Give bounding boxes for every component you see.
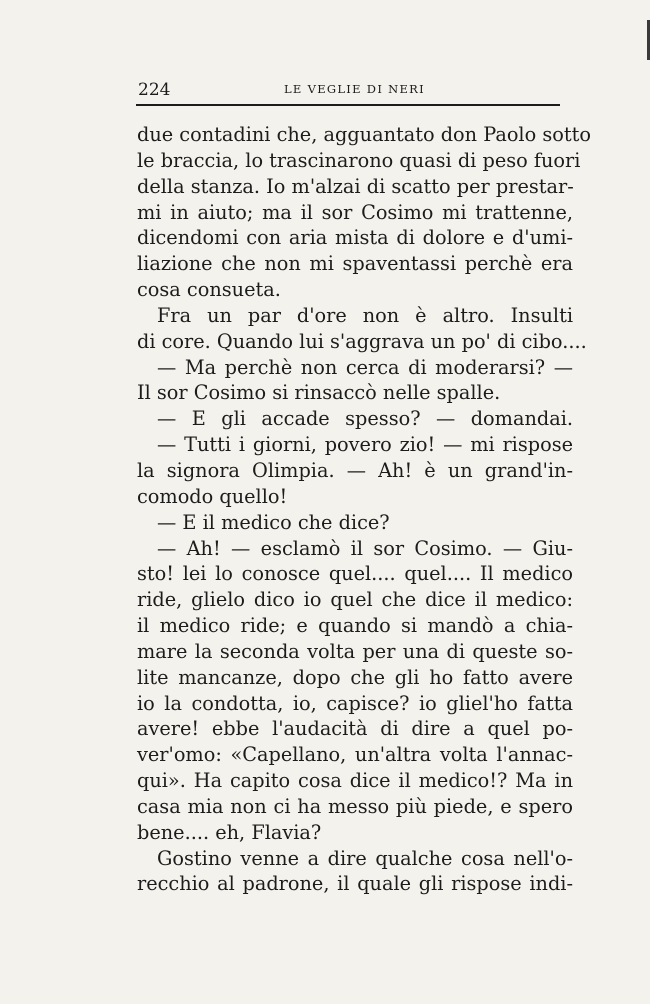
- text-line: sto! lei lo conosce quel.... quel.... Il medico: [137, 562, 573, 586]
- page-number: 224: [138, 80, 171, 100]
- text-line: avere! ebbe l'audacità di dire a quel po-: [137, 717, 573, 741]
- text-line: dicendomi con aria mista di dolore e d'umi-: [137, 226, 573, 250]
- text-line: Fra un par d'ore non è altro. Insulti: [157, 303, 573, 327]
- page-header: [138, 76, 558, 104]
- header-rule: [136, 104, 560, 106]
- text-line: il medico ride; e quando si mandò a chia-: [137, 614, 573, 638]
- text-line: ride, glielo dico io quel che dice il medico:: [137, 588, 573, 612]
- text-line: — E gli accade spesso? — domandai.: [157, 407, 573, 431]
- text-line: — Ah! — esclamò il sor Cosimo. — Giu-: [157, 536, 573, 560]
- running-title: LE VEGLIE DI NERI: [284, 82, 425, 96]
- body-text: [137, 122, 591, 897]
- text-line: le braccia, lo trascinarono quasi di peso fuori: [137, 148, 581, 172]
- text-line: la signora Olimpia. — Ah! è un grand'in-: [137, 458, 573, 482]
- text-line: — E il medico che dice?: [157, 510, 390, 534]
- text-line: — Ma perchè non cerca di moderarsi? —: [157, 355, 573, 379]
- text-line: — Tutti i giorni, povero zio! — mi rispose: [157, 433, 573, 457]
- text-line: casa mia non ci ha messo più piede, e spero: [137, 794, 573, 818]
- text-line: cosa consueta.: [137, 278, 281, 302]
- text-line: qui». Ha capito cosa dice il medico!? Ma in: [137, 769, 573, 793]
- text-line: Il sor Cosimo si rinsaccò nelle spalle.: [137, 381, 501, 405]
- text-line: io la condotta, io, capisce? io gliel'ho fatta: [137, 691, 573, 715]
- text-line: mi in aiuto; ma il sor Cosimo mi trattenne,: [137, 200, 573, 224]
- text-line: recchio al padrone, il quale gli rispose indi-: [137, 872, 573, 896]
- text-line: Gostino venne a dire qualche cosa nell'o-: [157, 846, 573, 870]
- text-line: lite mancanze, dopo che gli ho fatto avere: [137, 665, 573, 689]
- text-line: comodo quello!: [137, 484, 288, 508]
- text-line: due contadini che, agguantato don Paolo sotto: [137, 123, 591, 146]
- text-line: della stanza. Io m'alzai di scatto per prestar-: [137, 174, 574, 198]
- text-line: ver'omo: «Capellano, un'altra volta l'annac-: [137, 743, 573, 767]
- text-line: liazione che non mi spaventassi perchè era: [137, 252, 573, 276]
- text-line: bene.... eh, Flavia?: [137, 820, 322, 844]
- text-line: di core. Quando lui s'aggrava un po' di cibo....: [137, 329, 587, 353]
- text-line: mare la seconda volta per una di queste so-: [137, 639, 573, 663]
